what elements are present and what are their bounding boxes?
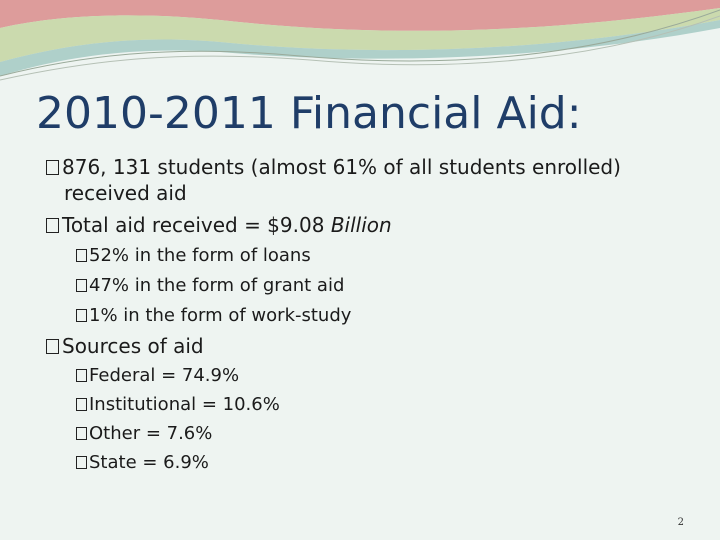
bullet-sources-text: Sources of aid — [62, 334, 204, 358]
sub-bullet-federal — [76, 365, 239, 386]
sub-bullet-federal-text: Federal = 74.9% — [89, 365, 240, 386]
bullet-box-icon — [76, 427, 87, 440]
bullet-box-icon — [76, 369, 87, 382]
sub-bullet-other — [76, 423, 212, 444]
bullet-box-icon — [46, 339, 59, 354]
bullet-box-icon — [76, 456, 87, 469]
bullet-box-icon — [76, 398, 87, 411]
sub-bullet-other-text: Other = 7.6% — [89, 423, 213, 444]
sub-bullet-state-text: State = 6.9% — [89, 452, 209, 473]
bullet-box-icon — [76, 249, 87, 262]
sub-bullet-loans — [76, 245, 311, 266]
sub-bullet-institutional-text: Institutional = 10.6% — [89, 394, 280, 415]
sub-bullet-work-study — [76, 305, 351, 326]
bullet-sources — [46, 334, 204, 358]
sub-bullet-grant — [76, 275, 344, 296]
sub-bullet-institutional — [76, 394, 280, 415]
bullet-box-icon — [46, 160, 59, 175]
bullet-total-aid-emphasis: Billion — [330, 213, 392, 237]
bullet-total-aid-text: Total aid received = $9.08 — [62, 213, 331, 237]
bullet-box-icon — [76, 279, 87, 292]
bullet-box-icon — [46, 218, 59, 233]
bullet-students-continuation: received aid — [64, 181, 187, 205]
sub-bullet-work-study-text: 1% in the form of work-study — [89, 305, 352, 326]
slide-title: 2010-2011 Financial Aid: — [36, 88, 582, 139]
bullet-total-aid — [46, 213, 392, 237]
page-number: 2 — [677, 517, 684, 528]
sub-bullet-loans-text: 52% in the form of loans — [89, 245, 311, 266]
bullet-students-text: 876, 131 students (almost 61% of all students enrolled) — [62, 155, 621, 179]
bullet-box-icon — [76, 309, 87, 322]
sub-bullet-grant-text: 47% in the form of grant aid — [89, 275, 345, 296]
bullet-students — [46, 155, 621, 179]
decorative-header-waves — [0, 0, 720, 90]
sub-bullet-state — [76, 452, 209, 473]
